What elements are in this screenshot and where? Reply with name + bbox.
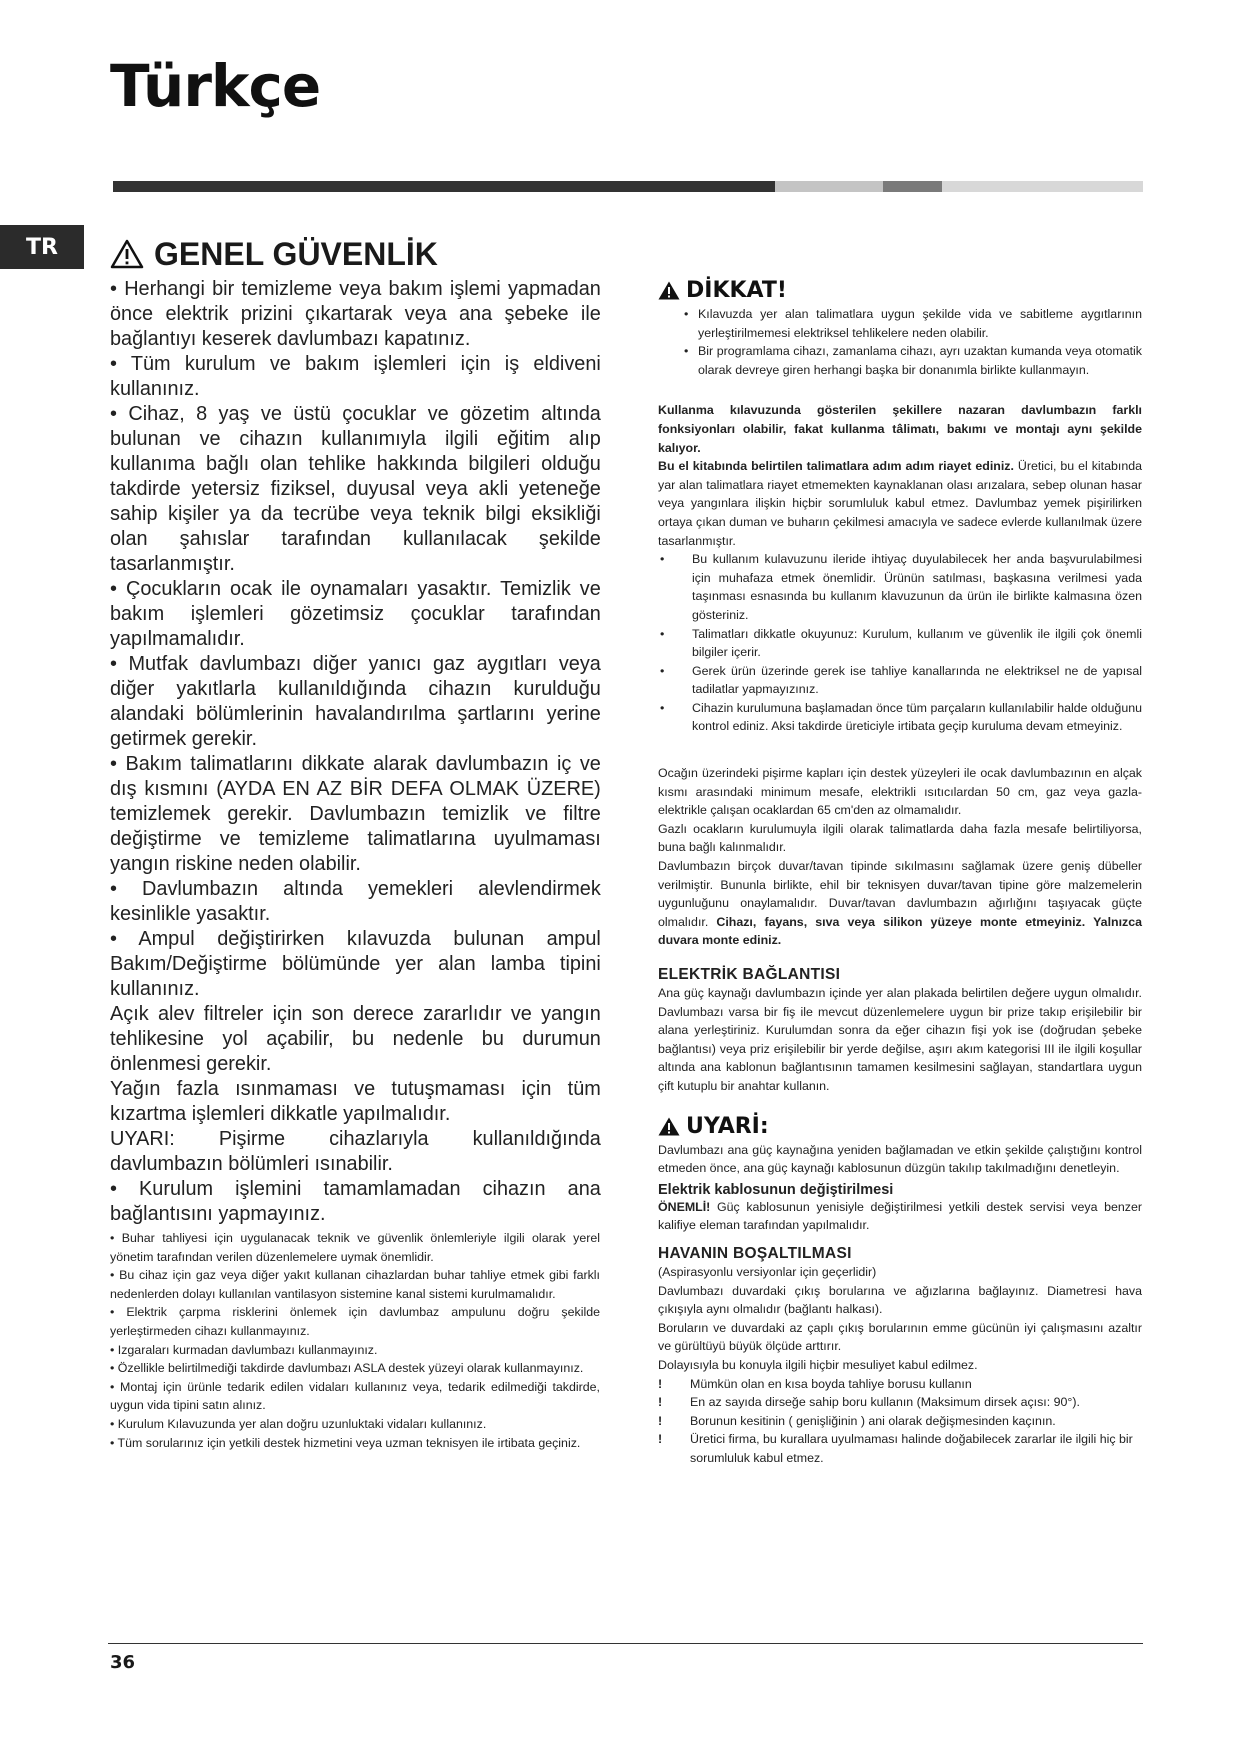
exclamation-mark: ! xyxy=(658,1395,663,1410)
safety-note: • Buhar tahliyesi için uygulanacak teknik ve güvenlik önlemleriyle ilgili olarak yerel yönetim tarafından verilen düzenlemelere uymak önemlidir. xyxy=(110,1231,600,1264)
dikkat-item xyxy=(684,342,1142,379)
bar-segment-dark xyxy=(113,181,775,192)
bar-segment-mid xyxy=(883,181,942,192)
cable-replacement-text xyxy=(658,1198,1142,1235)
right-column xyxy=(658,278,1142,1467)
rule-item-text: Üretici firma, bu kurallara uyulmaması halinde doğabilecek zararlar ile ilgili hiç bir sorumluluk kabul etmez. xyxy=(690,1432,1133,1465)
safety-note: • Tüm sorularınız için yetkili destek hizmetini veya uzman teknisyen ile irtibata geçiniz. xyxy=(110,1435,581,1450)
warning-filled-icon xyxy=(658,281,680,300)
safety-item: Açık alev filtreler için son derece zararlıdır ve yangın tehlikesine yol açabilir, bu nedenle bu durumun önlenmesi gerekir. xyxy=(110,1002,601,1075)
air-exhaust-rules xyxy=(658,1375,1142,1468)
safety-list-large xyxy=(110,276,600,1226)
bullet-item xyxy=(658,662,1142,699)
warning-outline-icon xyxy=(110,239,144,269)
general-safety-heading xyxy=(110,236,600,272)
dikkat-item-text: Kılavuzda yer alan talimatlara uygun şekilde vida ve sabitleme aygıtlarının yerleştirilmemesi elektriksel tehlikelere neden olabilir. xyxy=(698,307,1142,340)
left-column xyxy=(110,236,600,1452)
safety-item: • Davlumbazın altında yemekleri alevlendirmek kesinlikle yasaktır. xyxy=(110,877,601,925)
page-title: Türkçe xyxy=(110,52,321,120)
safety-item: • Mutfak davlumbazı diğer yanıcı gaz aygıtları veya diğer yakıtlarla kullanıldığında cihazın kurulduğu alandaki bölümlerinin havalandırılma şartlarını yerine getirmek gerekir. xyxy=(110,652,601,750)
safety-item: • Ampul değiştirirken kılavuzda bulunan ampul Bakım/Değiştirme bölümünde yer alan lamba tipini kullanınız. xyxy=(110,927,601,1000)
air-exhaust-line: (Aspirasyonlu versiyonlar için geçerlidir) xyxy=(658,1264,877,1279)
air-exhaust-text xyxy=(658,1263,1142,1375)
safety-note: • Kurulum Kılavuzunda yer alan doğru uzunluktaki vidaları kullanınız. xyxy=(110,1416,487,1431)
safety-note: • Özellikle belirtilmediği takdirde davlumbazı ASLA destek yüzeyi olarak kullanmayınız. xyxy=(110,1361,584,1376)
bullet-mark: • xyxy=(660,663,665,678)
dikkat-item xyxy=(684,305,1142,342)
electrical-connection-text: Ana güç kaynağı davlumbazın içinde yer alan plakada belirtilen değere uygun olmalıdır. Davlumbazı varsa bir fiş ile mevcut düzenlemelere uygun bir prize takıp erişilebilir bir alana yerleştiriniz. Kurulumdan sonra da eğer cihazın fişi yok ise (doğrudan şebeke bağlantısı) veya priz erişilebilir bir yerde değilse, aşırı akım kategorisi III ile ilgili koşullar altında ana kablonun bağlantısının tamamen kesilmesini sağlayan, standartlara uygun çift kutuplu bir anahtar kullanın. xyxy=(658,986,1142,1093)
page-number: 36 xyxy=(110,1652,136,1673)
dikkat-list xyxy=(684,305,1142,379)
bullet-item-text: Gerek ürün üzerinde gerek ise tahliye kanallarında ne elektriksel ne de yapısal tadilatlar yapmayızınız. xyxy=(692,663,1142,697)
rule-item-text: Borunun kesitinin ( genişliğinin ) ani olarak değişmesinden kaçının. xyxy=(690,1413,1056,1428)
cable-important-label: ÖNEMLİ! xyxy=(658,1199,711,1214)
exclamation-mark: ! xyxy=(658,1376,663,1391)
header-divider-bar xyxy=(113,181,1143,192)
safety-note: • Elektrik çarpma risklerini önlemek için davlumbaz ampulunu doğru şekilde yerleştirmeden cihazı kullanmayınız. xyxy=(110,1305,600,1338)
air-exhaust-line: Boruların ve duvardaki az çaplı çıkış borularının emme gücünün iyi çalışmasını azaltır ve gürültüyü büyük ölçüde arttırır. xyxy=(658,1320,1142,1354)
safety-list-small xyxy=(110,1229,600,1452)
air-exhaust-line: Dolayısıyla bu konuyla ilgili hiçbir mesuliyet kabul edilmez. xyxy=(658,1357,978,1372)
air-exhaust-title: HAVANIN BOŞALTILMASI xyxy=(658,1244,852,1262)
bullet-item-text: Talimatları dikkatle okuyunuz: Kurulum, kullanım ve güvenlik ile ilgili çok önemli bilgiler içerir. xyxy=(692,626,1142,660)
bullet-item xyxy=(658,625,1142,662)
bar-segment-pale xyxy=(942,181,1143,192)
bullet-mark: • xyxy=(684,344,689,359)
rule-item xyxy=(658,1393,1142,1412)
instructions-bold: Bu el kitabında belirtilen talimatlara adım adım riayet ediniz. xyxy=(658,459,1014,474)
bullet-mark: • xyxy=(684,307,689,321)
safety-item: • Çocukların ocak ile oynamaları yasaktır. Temizlik ve bakım işlemleri gözetimsiz çocuklar tarafından yapılmamalıdır. xyxy=(110,577,601,650)
general-bullets xyxy=(658,550,1142,736)
language-tab: TR xyxy=(0,225,84,269)
figures-note: Kullanma kılavuzunda gösterilen şekillere nazaran davlumbazın farklı fonksiyonları olabilir, fakat kullanma tâlimatı, bakımı ve montajı aynı şekilde kalıyor. xyxy=(658,403,1142,455)
wall-mount-bold: Cihazı, fayans, sıva veya silikon yüzeye monte etmeyiniz. Yalnızca duvara monte ediniz. xyxy=(658,914,1142,948)
bar-segment-light xyxy=(775,181,883,192)
distance-paragraph: Ocağın üzerindeki pişirme kapları için destek yüzeyleri ile ocak davlumbazının en alçak kısmı arasındaki minimum mesafe, elektrikli ısıtıcılardan 50 cm, gaz veya gazla-elektrikle çalışan ocaklardan 65 cm'den az olmamalıdır. xyxy=(658,766,1142,818)
safety-item: Yağın fazla ısınmaması ve tutuşmaması için tüm kızartma işlemleri dikkatle yapılmalıdır. xyxy=(110,1077,601,1125)
bullet-item xyxy=(658,550,1142,624)
uyari-text: Davlumbazı ana güç kaynağına yeniden bağlamadan ve etkin şekilde çalıştığını kontrol etmeden önce, ana güç kaynağı kablosunun düzgün takılıp takılmadığını denetleyin. xyxy=(658,1142,1142,1176)
safety-item: UYARI: Pişirme cihazlarıyla kullanıldığında davlumbazın bölümleri ısınabilir. xyxy=(110,1127,601,1175)
dikkat-title: DİKKAT! xyxy=(686,278,787,303)
safety-item: • Cihaz, 8 yaş ve üstü çocuklar ve gözetim altında bulunan ve cihazın kullanımıyla ilgili eğitim alıp kullanıma bağlı olan tehlike hakkında bilgileri olduğu takdirde yetersiz fiziksel, duyusal veya akli yeteneğe sahip kişiler ya da tecrübe veya teknik bilgi eksikliği olan şahıslar tarafından kullanılacak şekilde tasarlanmıştır. xyxy=(110,402,601,575)
rule-item xyxy=(658,1412,1142,1431)
safety-note: • Bu cihaz için gaz veya diğer yakıt kullanan cihazlardan buhar tahliye etmek gibi farklı nedenlerden dolayı kullanılan vantilasyon sistemine kanal sistemi kurulmamalıdır. xyxy=(110,1268,600,1301)
uyari-title: UYARİ: xyxy=(686,1113,769,1139)
rule-item-text: Mümkün olan en kısa boyda tahliye borusu kullanın xyxy=(690,1376,972,1391)
bullet-mark: • xyxy=(660,626,665,641)
bullet-mark: • xyxy=(660,700,665,715)
safety-item: • Herhangi bir temizleme veya bakım işlemi yapmadan önce elektrik prizini çıkartarak veya ana şebeke ile bağlantıyı keserek davlumbazı kapatınız. xyxy=(110,277,601,350)
bullet-item-text: Cihazin kurulumuna başlamadan önce tüm parçaların kullanılabilir halde olduğunu kontrol ediniz. Aksi takdirde üreticiyle irtibata geçip kuruluma devam etmeyiniz. xyxy=(692,700,1142,734)
electrical-connection-title: ELEKTRİK BAĞLANTISI xyxy=(658,966,841,983)
dikkat-heading xyxy=(658,278,1142,303)
dikkat-item-text: Bir programlama cihazı, zamanlama cihazı, ayrı uzaktan kumanda veya otomatik olarak devreye giren herhangi başka bir donanımla birlikte kullanmayın. xyxy=(698,344,1142,377)
instructions-rest: Üretici, bu el kitabında yar alan talimatlara riayet etmemekten kaynaklanan olası arızalara, sebep olunan hasar veya yangınlara ilişkin hiçbir sorumluluk kabul etmez. Davlumbaz yemek pişirilirken ortaya çıkan duman ve buharın çekilmesi amacıyla ve sadece evlerde kullanılmak üzere tasarlanmıştır. xyxy=(658,459,1142,548)
wall-mount-paragraph xyxy=(658,857,1142,950)
air-exhaust-line: Davlumbazı duvardaki çıkış borularına ve ağızlarına bağlayınız. Diametresi hava çıkışıyla aynı olmalıdır (bağlantı halkası). xyxy=(658,1283,1142,1317)
instructions-paragraph xyxy=(658,457,1142,550)
cable-replacement-title: Elektrik kablosunun değiştirilmesi xyxy=(658,1181,894,1198)
rule-item-text: En az sayıda dirseğe sahip boru kullanın (Maksimum dirsek açısı: 90°). xyxy=(690,1395,1080,1410)
safety-item: • Kurulum işlemini tamamlamadan cihazın ana bağlantısını yapmayınız. xyxy=(110,1177,601,1225)
exclamation-mark: ! xyxy=(658,1432,663,1447)
general-safety-title: GENEL GÜVENLİK xyxy=(154,236,438,272)
footer-divider xyxy=(108,1643,1143,1644)
safety-item: • Tüm kurulum ve bakım işlemleri için iş eldiveni kullanınız. xyxy=(110,352,601,400)
gas-distance-paragraph: Gazlı ocakların kurulumuyla ilgili olarak talimatlarda daha fazla mesafe belirtiliyorsa, buna bağlı kalınmalıdır. xyxy=(658,821,1142,855)
cable-replacement-rest: Güç kablosunun yenisiyle değiştirilmesi yetkili destek servisi veya benzer kalifiye eleman tarafından yapılmalıdır. xyxy=(658,1199,1142,1233)
safety-note: • Montaj için ürünle tedarik edilen vidaları kullanınız veya, tedarik edilmediği takdirde, uygun vida tipini satın alınız. xyxy=(110,1379,600,1413)
safety-note: • Izgaraları kurmadan davlumbazı kullanmayınız. xyxy=(110,1342,378,1357)
uyari-heading xyxy=(658,1114,1142,1139)
bullet-item-text: Bu kullanım kulavuzunu ileride ihtiyaç duyulabilecek her anda başvurulabilmesi için muhafaza etmek önemlidir. Ürünün satılması, başkasına verilmesi yada taşınması esnasında bu kullanım klavuzunun da ürün ile birlikte kalmasına özen gösteriniz. xyxy=(692,552,1142,622)
rule-item xyxy=(658,1430,1142,1467)
rule-item xyxy=(658,1375,1142,1394)
exclamation-mark: ! xyxy=(658,1413,663,1428)
warning-filled-icon xyxy=(658,1117,680,1136)
bullet-mark: • xyxy=(660,552,665,567)
wall-mount-text: Davlumbazın birçok duvar/tavan tipinde sıkılmasını sağlamak üzere geniş dübeller verilmiştir. Bununla birlikte, ehil bir teknisyen duvar/tavan tipine göre malzemelerin uygunluğunu onaylamalıdır. Duvar/tavan davlumbazın ağırlığını taşıyacak güçte olmalıdır. xyxy=(658,859,1142,929)
safety-item: • Bakım talimatlarını dikkate alarak davlumbazın iç ve dış kısmını (AYDA EN AZ BİR DEFA OLMAK ÜZERE) temizlemek gerekir. Davlumbazın temizlik ve filtre değiştirme ve temizleme talimatlarına uyulmaması yangın riskine neden olabilir. xyxy=(110,752,601,875)
bullet-item xyxy=(658,699,1142,736)
